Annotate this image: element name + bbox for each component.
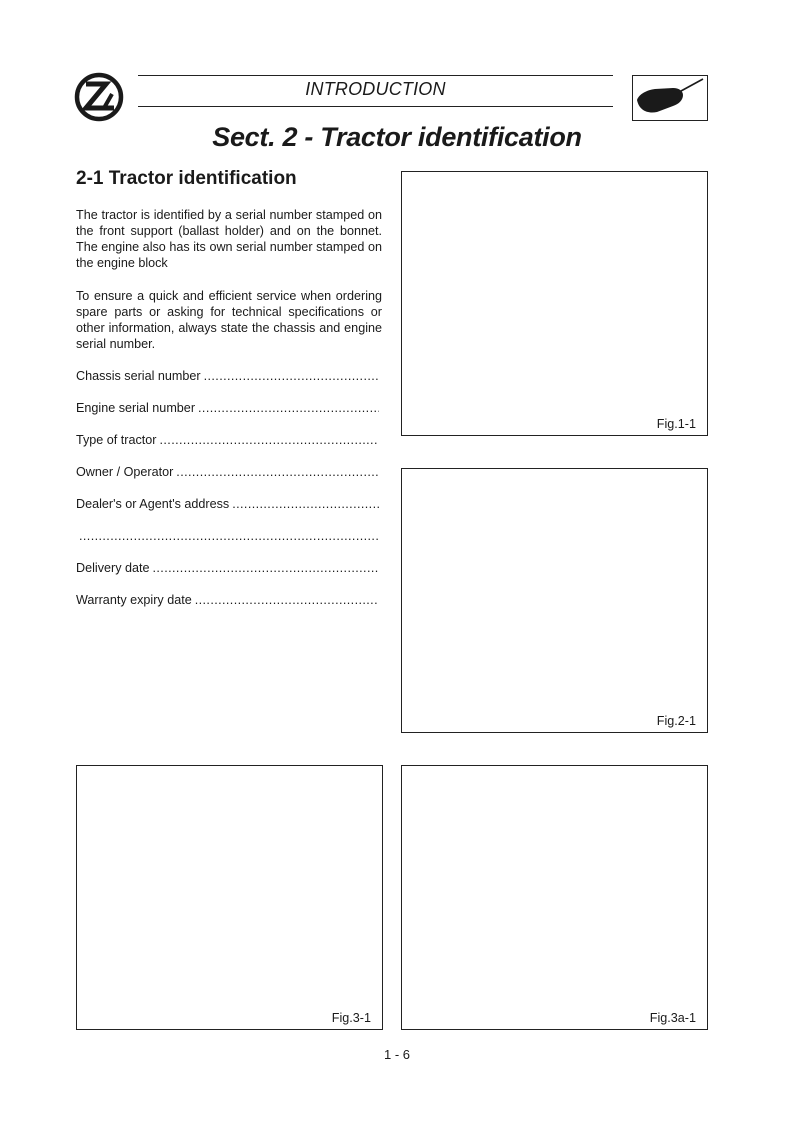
subsection-title: 2-1 Tractor identification	[76, 168, 297, 189]
field-label: Owner / Operator	[76, 465, 174, 479]
figure-caption: Fig.1-1	[656, 417, 696, 431]
intro-paragraph-1: The tractor is identified by a serial number stamped on the front support (ballast holder) and on the bonnet. The engine also has its own serial number stamped on the engine block	[76, 208, 382, 270]
tractor-type-field	[76, 432, 379, 448]
chassis-serial-field	[76, 368, 379, 384]
figure-box-2	[401, 468, 708, 733]
field-label: Dealer's or Agent's address	[76, 497, 230, 511]
field-label: Engine serial number	[76, 401, 196, 415]
dotted-line	[198, 400, 379, 416]
header-rule-top	[138, 75, 613, 76]
page-title: Sect. 2 - Tractor identification	[212, 122, 582, 152]
dotted-line	[153, 560, 380, 576]
section-badge	[632, 75, 708, 121]
figure-box-3	[76, 765, 383, 1030]
delivery-date-field	[76, 560, 379, 576]
dotted-line	[79, 528, 379, 544]
page-number: 1 - 6	[383, 1047, 410, 1062]
warranty-expiry-field	[76, 592, 379, 608]
dotted-line	[195, 592, 379, 608]
owner-operator-field	[76, 464, 379, 480]
figure-caption: Fig.3-1	[331, 1011, 371, 1025]
header-rule-bottom	[138, 106, 613, 107]
brand-logo-icon	[74, 72, 124, 122]
field-label: Type of tractor	[76, 433, 157, 447]
field-label: Chassis serial number	[76, 369, 201, 383]
dealer-address-continuation	[76, 528, 379, 544]
hand-pointing-icon	[633, 76, 707, 120]
dotted-line	[232, 496, 379, 512]
figure-box-3a	[401, 765, 708, 1030]
figure-box-1	[401, 171, 708, 436]
field-label: Warranty expiry date	[76, 593, 192, 607]
engine-serial-field	[76, 400, 379, 416]
dotted-line	[160, 432, 380, 448]
field-label: Delivery date	[76, 561, 150, 575]
figure-caption: Fig.2-1	[656, 714, 696, 728]
dotted-line	[204, 368, 379, 384]
section-label: INTRODUCTION	[305, 79, 446, 99]
figure-caption: Fig.3a-1	[649, 1011, 696, 1025]
dotted-line	[176, 464, 379, 480]
intro-paragraph-2: To ensure a quick and efficient service when ordering spare parts or asking for technical specifications or other information, always state the chassis and engine serial number.	[76, 289, 382, 351]
dealer-address-field	[76, 496, 379, 512]
